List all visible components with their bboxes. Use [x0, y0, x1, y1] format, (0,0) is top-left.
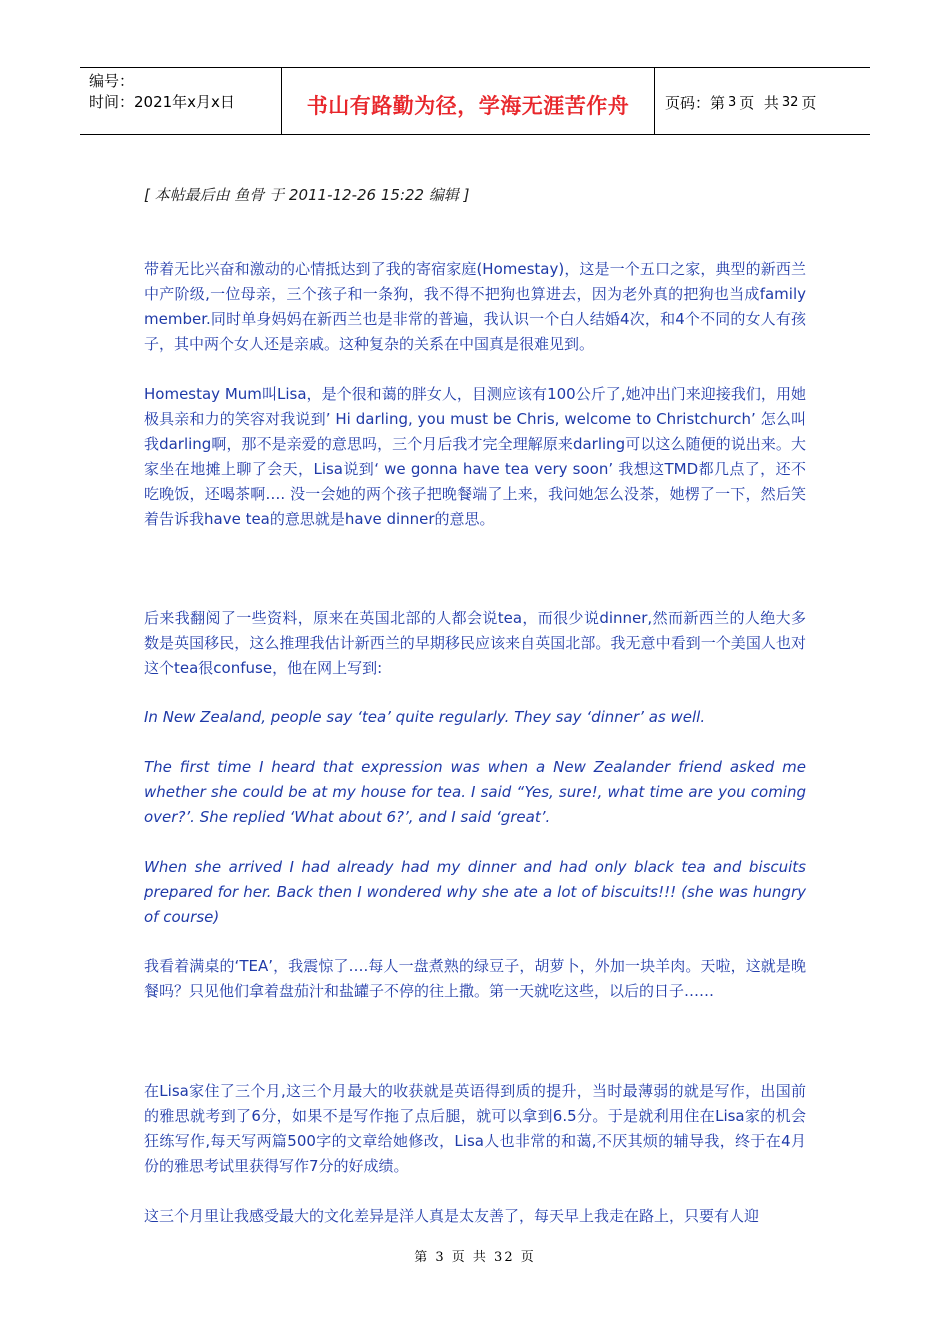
- page-prefix: 页码：第: [665, 94, 726, 112]
- header-motto-cell: [282, 68, 655, 134]
- header-page-cell: [655, 68, 870, 134]
- edit-note: [ 本帖最后由 鱼骨 于 2011-12-26 15:22 编辑 ]: [144, 186, 470, 204]
- header-meta-cell: [80, 68, 282, 134]
- page-footer: 第 3 页 共 32 页: [414, 1250, 536, 1265]
- paragraph: 我看着满桌的‘TEA’，我震惊了….每人一盘煮熟的绿豆子，胡萝卜，外加一块羊肉。天啦，这就是晚餐吗？只见他们拿着盘茄汁和盐罐子不停的往上撒。第一天就吃这些，以后的日子……: [144, 957, 806, 1000]
- paragraph: 带着无比兴奋和激动的心情抵达到了我的寄宿家庭(Homestay)，这是一个五口之家，典型的新西兰中产阶级,一位母亲，三个孩子和一条狗，我不得不把狗也算进去，因为老外真的把狗也当成family member.同时单身妈妈在新西兰也是非常的普遍，我认识一个白人结婚4次，和4个不同的女人有孩子，其中两个女人还是亲戚。这种复杂的关系在中国真是很难见到。: [144, 260, 806, 353]
- page-current: 3: [728, 95, 737, 110]
- paragraph: When she arrived I had already had my dinner and had only black tea and biscuits prepared for her. Back then I wondered why she ate a lot of biscuits!!! (she was hungry of course): [144, 858, 806, 926]
- paragraph: The first time I heard that expression was when a New Zealander friend asked me whether she could be at my house for tea. I said “Yes, sure!, what time are you coming over?’. She replied ‘What about 6?’, and I said ‘great’.: [144, 758, 806, 826]
- paragraph: Homestay Mum叫Lisa，是个很和蔼的胖女人，目测应该有100公斤了,她冲出门来迎接我们，用她极具亲和力的笑容对我说到’ Hi darling, you must be Chris, welcome to Christchurch’ 怎么叫我darling啊，那不是亲爱的意思吗，三个月后我才完全理解原来darling可以这么随便的说出来。大家坐在地摊上聊了会天，Lisa说到‘ we gonna have tea very soon’ 我想这TMD都几点了，还不吃晚饭，还喝茶啊…. 没一会她的两个孩子把晚餐端了上来，我问她怎么没茶，她楞了一下，然后笑着告诉我have tea的意思就是have dinner的意思。: [144, 385, 806, 528]
- page-suffix: 页: [801, 94, 817, 112]
- paragraph: In New Zealand, people say ‘tea’ quite regularly. They say ‘dinner’ as well.: [144, 708, 706, 726]
- page-mid: 页 共: [739, 94, 779, 112]
- paragraph: 这三个月里让我感受最大的文化差异是洋人真是太友善了，每天早上我走在路上，只要有人迎: [144, 1207, 760, 1225]
- paragraph: 在Lisa家住了三个月,这三个月最大的收获就是英语得到质的提升，当时最薄弱的就是写作，出国前的雅思就考到了6分，如果不是写作拖了点后腿，就可以拿到6.5分。于是就利用住在Lisa家的机会狂练写作,每天写两篇500字的文章给她修改，Lisa人也非常的和蔼,不厌其烦的辅导我，终于在4月份的雅思考试里获得写作7分的好成绩。: [144, 1082, 806, 1175]
- motto-text: 书山有路勤为径，学海无涯苦作舟: [306, 93, 630, 118]
- code-label: 编号：: [89, 72, 135, 90]
- header-table: [80, 67, 870, 135]
- paragraph: 后来我翻阅了一些资料，原来在英国北部的人都会说tea，而很少说dinner,然而新西兰的人绝大多数是英国移民，这么推理我估计新西兰的早期移民应该来自英国北部。我无意中看到一个美国人也对这个tea很confuse，他在网上写到:: [144, 609, 806, 677]
- page-total: 32: [781, 95, 799, 110]
- date-label: 时间：2021年x月x日: [89, 93, 235, 111]
